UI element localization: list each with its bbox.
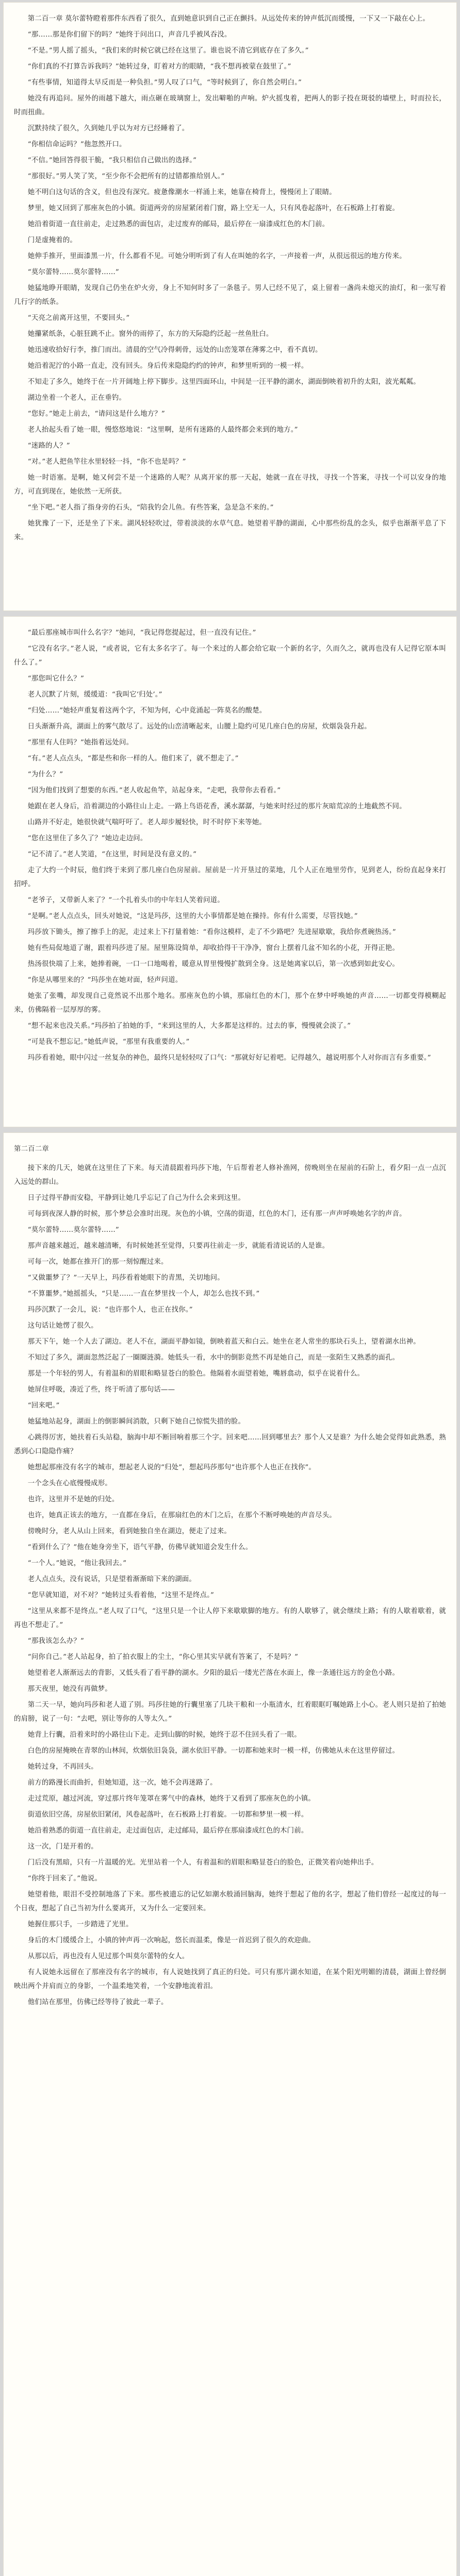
paragraph: 沉默持续了很久，久到她几乎以为对方已经睡着了。 [27, 125, 189, 132]
paragraph: “为什么？” [27, 771, 63, 778]
paragraph: 也许，她真正该去的地方，一直都在身后，在那扇红色的木门之后，在那个不断呼唤她的声音尽头。 [27, 1512, 336, 1519]
paragraph: 心跳得厉害，她扶着石头站稳，脑海中却不断回响着那三个字。回来吧……回到哪里去？那个人又是谁？为什么她会觉得如此熟悉，熟悉到心口隐隐作痛？ [14, 1434, 446, 1455]
paragraph: 她背上行囊，沿着来时的小路往山下走。走到山脚的时候，她终于忍不住回头看了一眼。 [27, 1731, 301, 1739]
paragraph: “你们真的不打算告诉我吗？”她转过身，盯着对方的眼睛，“我不想再被蒙在鼓里了。” [27, 63, 291, 71]
paragraph: “您在这里住了多久了？”她边走边问。 [27, 835, 147, 842]
page-3 [3, 1132, 457, 2576]
paragraph: “对。”老人把鱼竿往水里轻轻一抖，“你不也是吗？” [27, 458, 186, 466]
page-2-content [4, 617, 456, 1074]
paragraph: “那我该怎么办？” [27, 1637, 85, 1645]
paragraph: “一个人。”她说，“他让我回去。” [27, 1560, 127, 1567]
paragraph: “有些事情，知道得太早反而是一种负担。”男人叹了口气，“等时候到了，你自然会明白。” [27, 79, 302, 87]
paragraph: 她沿着泥泞的小路一直走，没有回头。身后传来隐隐约约的钟声，和梦里听到的一模一样。 [27, 362, 308, 370]
paragraph: 傍晚时分，老人从山上回来，看到她独自坐在湖边，便走了过来。 [27, 1528, 231, 1535]
paragraph: “不算噩梦。”她摇摇头，“只是……一直在梦里找一个人，却怎么也找不到。” [27, 1290, 260, 1298]
paragraph: 玛莎看着她，眼中闪过一丝复杂的神色，最终只是轻轻叹了口气：“那就好好记着吧。记得越久，越说明那个人对你而言有多重要。” [27, 1054, 431, 1062]
paragraph: “天亮之前离开这里，不要回头。” [27, 314, 130, 322]
paragraph: 她伸手推开，里面漆黑一片，什么都看不见。可她分明听到了有人在叫她的名字，一声接着一声，从很远很远的地方传来。 [27, 252, 406, 260]
paragraph: 走过荒原，越过河流，穿过那片终年笼罩在雾气中的森林，她终于又看到了那座灰色的小镇。 [27, 1795, 316, 1803]
paragraph: 她张了张嘴，却发现自己竟然说不出那个地名。那座灰色的小镇，那扇红色的木门，那个在梦中呼唤她的声音……一切都变得模糊起来，仿佛隔着一层厚厚的雾。 [14, 992, 446, 1014]
paragraph: 门后没有黑暗，只有一片温暖的光。光里站着一个人，有着温和的眉眼和略显苍白的脸色，正微笑着向她伸出手。 [27, 1859, 379, 1867]
paragraph: 接下来的几天，她就在这里住了下来。每天清晨跟着玛莎下地，午后帮着老人修补渔网，傍晚则坐在屋前的石阶上，看夕阳一点一点沉入远处的群山。 [14, 1164, 446, 1186]
page-1-content [4, 3, 456, 554]
paragraph: 身后的木门缓缓合上，小镇的钟声再一次响起，悠长而温柔，像是一首迟到了很久的欢迎曲。 [27, 1937, 316, 1944]
paragraph: 湖边坐着一个老人，正在垂钓。 [27, 394, 126, 402]
paragraph: 她想起那座没有名字的城市，想起老人说的“归处”，想起玛莎那句“也许那个人也正在找你”。 [27, 1464, 316, 1471]
paragraph: 玛莎沉默了一会儿，说：“也许那个人，也正在找你。” [27, 1306, 193, 1314]
paragraph: 她跟在老人身后，沿着湖边的小路往山上走。一路上鸟语花香，溪水潺潺，与她来时经过的那片灰暗荒凉的土地截然不同。 [27, 803, 406, 810]
paragraph: “那里有人住吗？”她指着远处问。 [27, 739, 134, 747]
paragraph: “坐下吧。”老人指了指身旁的石头，“陪我钓会儿鱼。有些答案，急是急不来的。” [27, 504, 274, 512]
paragraph: “回来吧。” [27, 1402, 60, 1410]
page-1 [3, 2, 457, 611]
paragraph: 她犹豫了一下，还是坐了下来。湖风轻轻吹过，带着淡淡的水草气息。她望着平静的湖面，心中那些纷乱的念头，似乎也渐渐平息了下来。 [14, 520, 446, 541]
paragraph: “不信。”她回答得很干脆，“我只相信自己做出的选择。” [27, 157, 197, 164]
paragraph: 前方的路漫长而曲折，但她知道，这一次，她不会再迷路了。 [27, 1779, 217, 1787]
paragraph: “你终于回来了。”他说。 [27, 1875, 102, 1883]
paragraph: 白色的房屋掩映在青翠的山林间，炊烟依旧袅袅，湖水依旧平静。一切都和她来时一模一样，仿佛她从未在这里停留过。 [27, 1747, 400, 1755]
paragraph: 那天下午，她一个人去了湖边。老人不在，湖面平静如镜，倒映着蓝天和白云。她坐在老人常坐的那块石头上，望着湖水出神。 [27, 1338, 420, 1346]
paragraph: 她一时语塞。是啊，她又何尝不是一个迷路的人呢？从离开家的那一天起，她就一直在寻找，寻找一个答案，寻找一个可以安身的地方，可直到现在，她依然一无所获。 [14, 474, 446, 496]
paragraph: “你是从哪里来的？”玛莎坐在她对面，轻声问道。 [27, 976, 183, 984]
paragraph: 山路并不好走，她很快就气喘吁吁了。老人却步履轻快，时不时停下来等她。 [27, 819, 266, 826]
paragraph: “它没有名字。”老人说，“或者说，它有太多名字了。每一个来过的人都会给它取一个新的名字，久而久之，就再也没有人记得它原本叫什么了。” [14, 645, 446, 667]
paragraph: 老人沉默了片刻，缓缓道：“我叫它‘归处’。” [27, 691, 162, 699]
paragraph: “不是。”男人摇了摇头，“我们来的时候它就已经在这里了。谁也说不清它到底存在了多久。” [27, 47, 309, 55]
paragraph: 那声音越来越近，越来越清晰，有时候她甚至觉得，只要再往前走一步，就能看清说话的人是谁。 [27, 1242, 330, 1250]
paragraph: 她屏住呼吸，凑近了些，终于听清了那句话—— [27, 1386, 175, 1394]
paragraph: “看到什么了？”他在她身旁坐下，语气平静，仿佛早就知道会发生什么。 [27, 1544, 253, 1551]
paragraph: 不知过了多久，湖面忽然泛起了一圈圈涟漪。她低头一看，水中的倒影竟然不再是她自己，而是一张陌生又熟悉的面孔。 [27, 1354, 400, 1362]
paragraph: 她转过身，不再回头。 [27, 1763, 98, 1771]
paragraph: 老人点点头，没有说话，只是望着渐渐暗下来的湖面。 [27, 1575, 196, 1583]
paragraph: “又做噩梦了？”一天早上，玛莎看着她眼下的青黑，关切地问。 [27, 1274, 224, 1282]
paragraph: 那是一个年轻的男人，有着温和的眉眼和略显苍白的脸色。他隔着水面望着她，嘴唇翕动，似乎在说着什么。 [27, 1370, 365, 1378]
paragraph: “你相信命运吗？”他忽然开口。 [27, 141, 126, 148]
paragraph: 她望着他，眼泪不受控制地落了下来。那些被遗忘的记忆如潮水般涌回脑海，她终于想起了他的名字，想起了他们曾经一起度过的每一个日夜，想起了自己当初为什么要离开，又为什么一定要回来。 [14, 1891, 446, 1912]
paragraph: “记不清了。”老人笑道，“在这里，时间是没有意义的。” [27, 851, 197, 858]
paragraph: 也许，这里并不是她的归处。 [27, 1496, 119, 1503]
paragraph: “有。”老人点点头，“都是些和你一样的人。他们来了，就不想走了。” [27, 755, 239, 762]
paragraph: 她沿着熟悉的街道一直往前走，走过面包店，走过邮局，最后停在那扇漆成红色的木门前。 [27, 1827, 308, 1835]
paragraph: 她迅速收拾好行李，推门而出。清晨的空气冷得刺骨，远处的山峦笼罩在薄雾之中，看不真切。 [27, 346, 322, 354]
paragraph: “老爷子，又带新人来了？”一个扎着头巾的中年妇人笑着问道。 [27, 896, 224, 904]
paragraph: “可是我不想忘记。”她低声说，“那里有我重要的人。” [27, 1038, 190, 1046]
paragraph: 她攥紧纸条，心脏狂跳不止。窗外的雨停了，东方的天际隐约泛起一丝鱼肚白。 [27, 330, 273, 338]
paragraph: “您早就知道，对不对？”她转过头看着他，“这里不是终点。” [27, 1591, 215, 1599]
paragraph: 那天夜里，她没有再做梦。 [27, 1685, 112, 1693]
paragraph: 街道依旧空荡，房屋依旧紧闭，风卷起落叶，在石板路上打着旋。一切都和梦里一模一样。 [27, 1811, 308, 1819]
paragraph: “因为他们找到了想要的东西。”老人收起鱼竿，站起身来，“走吧，我带你去看看。” [27, 787, 281, 794]
paragraph: 这一次，门是开着的。 [27, 1843, 98, 1851]
paragraph: “最后那座城市叫什么名字？”她问，“我记得您提起过，但一直没有记住。” [27, 629, 256, 637]
paragraph: 从那以后，再也没有人见过那个叫莫尔蕾特的女人。 [27, 1953, 189, 1960]
paragraph: 一个念头在心底慢慢成形。 [27, 1480, 112, 1487]
paragraph: 不知走了多久，她终于在一片开阔地上停下脚步。这里四面环山，中间是一汪平静的湖水，湖面倒映着初升的太阳，波光粼粼。 [27, 378, 420, 386]
paragraph: 第二百一章 莫尔蕾特瞪着那件东西看了很久，直到她意识到自己正在颤抖。从远处传来的钟声低沉而缓慢，一下又一下敲在心上。 [27, 15, 430, 23]
paragraph: 走了大约一个时辰，他们终于来到了那几座白色房屋前。屋前是一片开垦过的菜地，几个人正在地里劳作，见到老人，纷纷直起身来打招呼。 [14, 867, 446, 888]
paragraph: 日子过得平静而安稳，平静到让她几乎忘记了自己为什么会来到这里。 [27, 1194, 245, 1202]
paragraph: “那很好。”男人笑了笑，“至少你不会把所有的过错都推给别人。” [27, 173, 225, 180]
paragraph: 她没有再追问。屋外的雨越下越大，雨点砸在玻璃窗上，发出噼啪的声响。炉火摇曳着，把两人的影子投在斑驳的墙壁上，时而拉长，时而扭曲。 [14, 95, 446, 116]
paragraph: 门是虚掩着的。 [27, 236, 77, 244]
paragraph: “莫尔蕾特……莫尔蕾特……” [27, 268, 119, 276]
paragraph: 有人说她永远留在了那座没有名字的城市，有人说她找到了真正的归处。可只有那片湖水知道，在某个阳光明媚的清晨，湖面上曾经倒映出两个并肩而立的身影，一个温柔地笑着，一个安静地流着泪。 [14, 1969, 446, 1990]
paragraph: 第二天一早，她向玛莎和老人道了别。玛莎往她的行囊里塞了几块干粮和一小瓶清水，红着眼眶叮嘱她路上小心。老人则只是拍了拍她的肩膀，说了一句：“去吧，别让等你的人等太久。” [14, 1701, 446, 1723]
paragraph: 日头渐渐升高，湖面上的雾气散尽了。远处的山峦清晰起来，山腰上隐约可见几座白色的房屋，炊烟袅袅升起。 [27, 723, 371, 731]
paragraph: 梦里，她又回到了那座灰色的小镇。街道两旁的房屋紧闭着门窗，路上空无一人，只有风卷起落叶，在石板路上打着旋。 [27, 205, 400, 212]
page-3-content [4, 1133, 456, 2019]
paragraph: “迷路的人？” [27, 442, 70, 450]
paragraph: “那……那是你们留下的吗？”她终于问出口，声音几乎被风吞没。 [27, 31, 232, 39]
paragraph: 玛莎放下锄头，擦了擦手上的泥，走过来上下打量着她：“看你这模样，走了不少路吧？先进屋歇歇，我给你煮碗热汤。” [27, 928, 396, 936]
paragraph: 热汤很快端了上来，她捧着碗，一口一口地喝着，暖意从胃里慢慢扩散到全身。这是她离家以后，第一次感到如此安心。 [27, 960, 400, 968]
paragraph: 可每到夜深人静的时候，那个梦总会准时出现。灰色的小镇，空荡的街道，红色的木门，还有那一声声呼唤她名字的声音。 [27, 1210, 406, 1218]
chapter-subheading: 第二百二章 [14, 1145, 49, 1153]
paragraph: 她不明白这句话的含义，但也没有深究。疲惫像潮水一样涌上来，她靠在椅背上，慢慢闭上了眼睛。 [27, 189, 336, 196]
paragraph: “想不起来也没关系。”玛莎拍了拍她的手，“来到这里的人，大多都是这样的。过去的事，慢慢就会淡了。” [27, 1022, 351, 1030]
paragraph: 她沿着街道一直往前走，走过熟悉的面包店，走过废弃的邮局，最后停在一扇漆成红色的木门前。 [27, 221, 330, 228]
paragraph: “莫尔蕾特……莫尔蕾特……” [27, 1226, 119, 1234]
paragraph: 她望着老人渐渐远去的背影，又低头看了看平静的湖水。夕阳的最后一缕光芒落在水面上，像一条通往远方的金色小路。 [27, 1669, 400, 1677]
paragraph: 她猛地站起身，湖面上的倒影瞬间消散，只剩下她自己惊慌失措的脸。 [27, 1418, 245, 1426]
paragraph: “您好。”她走上前去，“请问这是什么地方？” [27, 410, 165, 418]
paragraph: “这里从来都不是终点。”老人叹了口气，“这里只是一个让人停下来歇歇脚的地方。有的人歇够了，就会继续上路；有的人歇着歇着，就再也不想走了。” [14, 1607, 446, 1629]
page-2 [3, 616, 457, 1127]
paragraph: 她猛地睁开眼睛，发现自己仍坐在炉火旁，身上不知何时多了一条毯子。男人已经不见了，桌上留着一盏尚未熄灭的油灯，和一张写着几行字的纸条。 [14, 284, 446, 306]
paragraph: 她握住那只手，一步踏进了光里。 [27, 1921, 133, 1928]
paragraph: 她有些局促地道了谢，跟着玛莎进了屋。屋里陈设简单，却收拾得干干净净，窗台上摆着几盆不知名的小花，开得正艳。 [27, 944, 400, 952]
paragraph: 可每一次，她都在推开门的那一刻惊醒过来。 [27, 1258, 168, 1266]
paragraph: “那您叫它什么？” [27, 675, 85, 683]
paragraph: 他们站在那里，仿佛已经等待了彼此一辈子。 [27, 1998, 168, 2006]
paragraph: “是啊。”老人点点头，回头对她说，“这是玛莎，这里的大小事情都是她在操持。你有什么需要，尽管找她。” [27, 912, 358, 920]
paragraph: “归处……”她轻声重复着这两个字，不知为何，心中竟涌起一阵莫名的酸楚。 [27, 707, 267, 715]
paragraph: 这句话让她愣了很久。 [27, 1322, 98, 1330]
paragraph: 老人抬起头看了她一眼，慢悠悠地说：“这里啊，是所有迷路的人最终都会来到的地方。” [27, 426, 298, 434]
paragraph: “问你自己。”老人站起身，拍了拍衣服上的尘土，“你心里其实早就有答案了，不是吗？” [27, 1653, 299, 1661]
